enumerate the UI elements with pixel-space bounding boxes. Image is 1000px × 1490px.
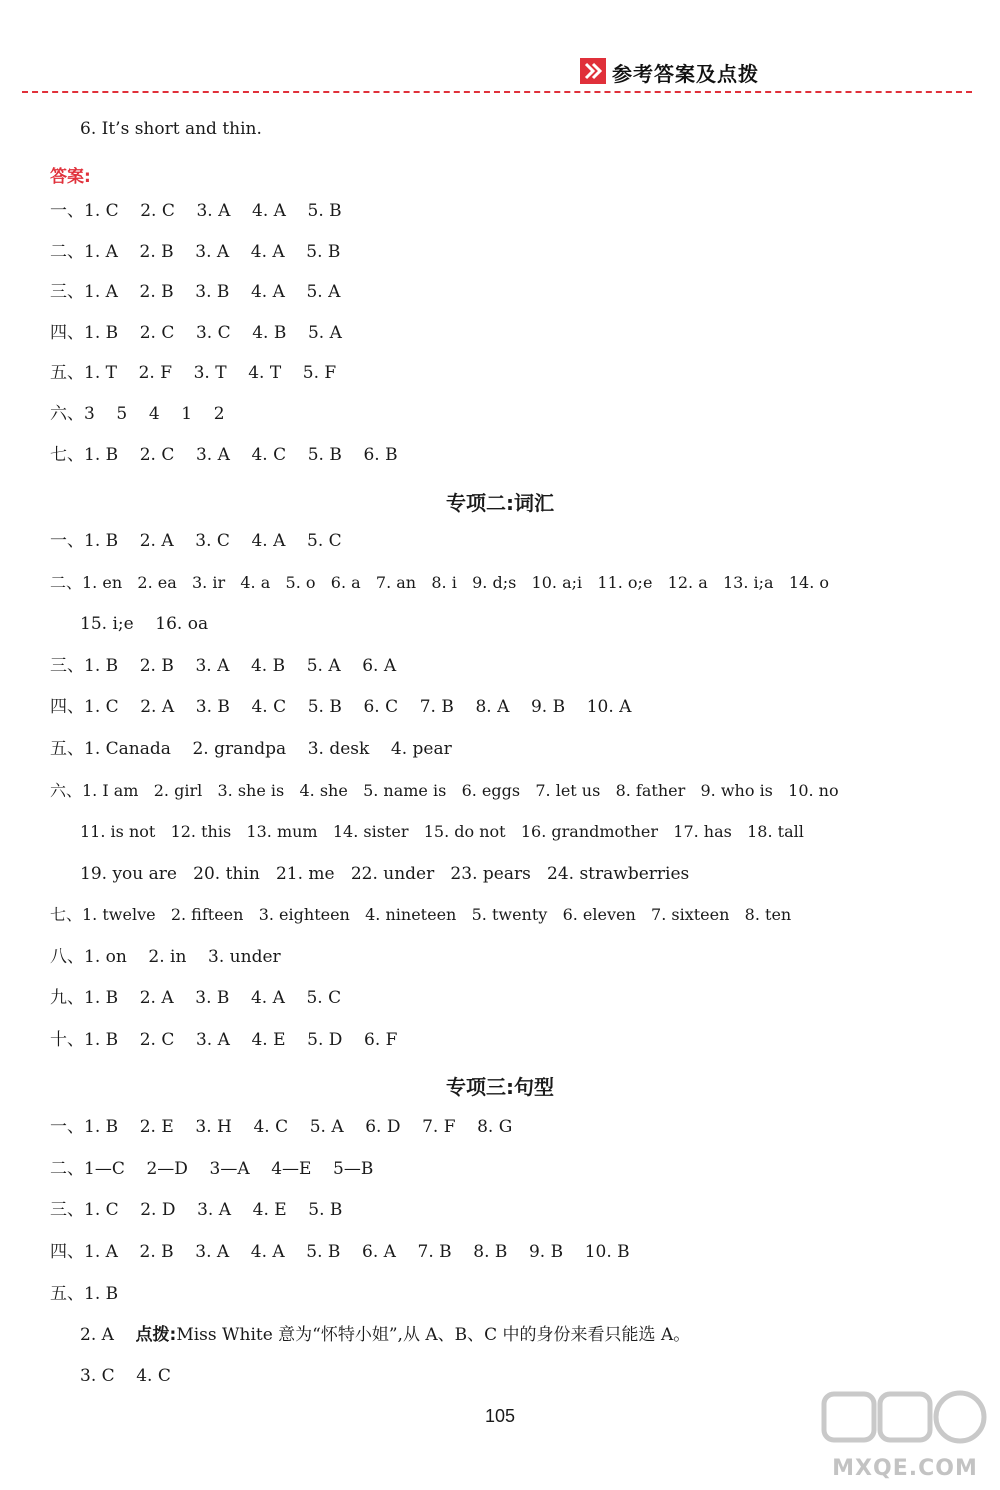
- answer-line: 四、1. C 2. A 3. B 4. C 5. B 6. C 7. B 8. A 9. B 10. A: [50, 697, 632, 717]
- watermark-url: MXQE.COM: [832, 1456, 978, 1481]
- answer-line: 三、1. B 2. B 3. A 4. B 5. A 6. A: [50, 656, 397, 676]
- answer-line: 六、3 5 4 1 2: [50, 404, 225, 424]
- watermark-logo: [820, 1388, 990, 1483]
- answer-line: 二、1. en 2. ea 3. ir 4. a 5. o 6. a 7. an 8. i 9. d;s 10. a;i 11. o;e 12. a 13. i;a 14. o: [50, 573, 829, 592]
- answer-line: 一、1. C 2. C 3. A 4. A 5. B: [50, 201, 342, 221]
- answer-line: 五、1. T 2. F 3. T 4. T 5. F: [50, 363, 337, 383]
- watermark-graphic: [820, 1388, 990, 1448]
- double-arrow-icon: [580, 58, 606, 84]
- hint-text: Miss White 意为“怀特小姐”,从 A、B、C 中的身份来看只能选 A。: [176, 1325, 691, 1345]
- section-title: 专项二:词汇: [446, 491, 554, 515]
- header-divider: [22, 91, 972, 93]
- answer-line: 四、1. A 2. B 3. A 4. A 5. B 6. A 7. B 8. B 9. B 10. B: [50, 1242, 630, 1262]
- answer-line: 11. is not 12. this 13. mum 14. sister 15. do not 16. grandmother 17. has 18. tall: [80, 822, 804, 841]
- answer-line: 三、1. A 2. B 3. B 4. A 5. A: [50, 282, 341, 302]
- answer-line: 四、1. B 2. C 3. C 4. B 5. A: [50, 323, 342, 343]
- hint-prefix: 2. A: [80, 1325, 136, 1345]
- answer-line: 二、1—C 2—D 3—A 4—E 5—B: [50, 1159, 374, 1179]
- hint-line: [80, 1324, 690, 1346]
- answer-line: 15. i;e 16. oa: [80, 614, 209, 634]
- hint-label: 点拨:: [135, 1325, 177, 1345]
- answer-line: 七、1. B 2. C 3. A 4. C 5. B 6. B: [50, 445, 398, 465]
- answer-line: 六、1. I am 2. girl 3. she is 4. she 5. name is 6. eggs 7. let us 8. father 9. who is 10. no: [50, 781, 839, 800]
- answer-line: 一、1. B 2. E 3. H 4. C 5. A 6. D 7. F 8. G: [50, 1117, 513, 1137]
- answer-line: 八、1. on 2. in 3. under: [50, 947, 281, 967]
- answer-line: 九、1. B 2. A 3. B 4. A 5. C: [50, 988, 342, 1008]
- answer-line: 五、1. B: [50, 1284, 119, 1304]
- answer-line: 五、1. Canada 2. grandpa 3. desk 4. pear: [50, 739, 452, 759]
- answer-line: 3. C 4. C: [80, 1366, 171, 1386]
- intro-line: 6. It’s short and thin.: [80, 119, 262, 139]
- answer-line: 三、1. C 2. D 3. A 4. E 5. B: [50, 1200, 343, 1220]
- section-title: 专项三:句型: [446, 1075, 554, 1099]
- answer-line: 七、1. twelve 2. fifteen 3. eighteen 4. nineteen 5. twenty 6. eleven 7. sixteen 8. ten: [50, 905, 792, 924]
- header-title: 参考答案及点拨: [612, 62, 759, 86]
- answer-label: 答案:: [50, 167, 91, 187]
- answer-line: 一、1. B 2. A 3. C 4. A 5. C: [50, 531, 342, 551]
- answer-line: 十、1. B 2. C 3. A 4. E 5. D 6. F: [50, 1030, 398, 1050]
- page-number: 105: [484, 1406, 516, 1426]
- answer-line: 二、1. A 2. B 3. A 4. A 5. B: [50, 242, 341, 262]
- answer-line: 19. you are 20. thin 21. me 22. under 23. pears 24. strawberries: [80, 864, 690, 884]
